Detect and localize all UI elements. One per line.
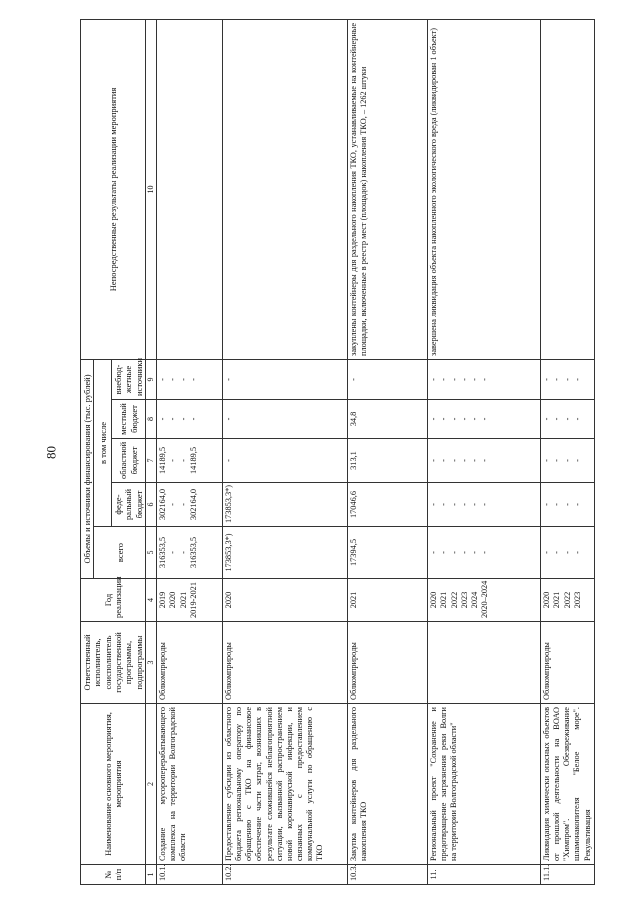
- year-cell-line: 2020: [542, 591, 552, 609]
- column-numbers-row: [146, 19, 157, 884]
- local-cell-line: -: [552, 417, 562, 421]
- year-cell: [223, 579, 348, 622]
- col-number: 2: [146, 704, 157, 865]
- extra-cell: [348, 359, 428, 399]
- federal-cell-line: -: [429, 503, 439, 506]
- federal-cell-line: -: [449, 503, 459, 506]
- extra-cell-line: -: [158, 378, 168, 381]
- extra-cell-line: -: [542, 378, 552, 381]
- header-year: Год реализации: [81, 579, 146, 622]
- total-cell-line: -: [168, 551, 178, 554]
- year-cell: [157, 579, 223, 622]
- header-name: Наименование основного мероприятия, мероприятия: [81, 704, 146, 865]
- result-cell: завершена ликвидация объекта накопленного экологического вреда (ликвидирован 1 объект): [428, 19, 541, 359]
- regional-cell-line: 14189,5: [158, 447, 168, 474]
- regional-cell-line: -: [572, 459, 582, 462]
- total-cell: [157, 527, 223, 579]
- total-cell: [348, 527, 428, 579]
- result-cell: [223, 19, 348, 359]
- extra-cell: [223, 359, 348, 399]
- year-cell: [348, 579, 428, 622]
- federal-cell: [157, 483, 223, 527]
- federal-cell-line: 17046,6: [349, 491, 359, 518]
- header-total: всего: [94, 527, 146, 579]
- federal-cell-line: 302164,0: [158, 488, 168, 521]
- col-number: 4: [146, 579, 157, 622]
- year-cell-line: 2021: [552, 591, 562, 609]
- regional-cell-line: 14189,5: [188, 447, 198, 474]
- year-cell-line: 2021: [178, 591, 188, 609]
- total-cell-line: 17394,5: [349, 539, 359, 566]
- page-number: 80: [43, 446, 59, 459]
- year-cell: [541, 579, 595, 622]
- regional-cell: [157, 439, 223, 483]
- regional-cell-line: 313,1: [349, 451, 359, 470]
- header-volumes: Объемы и источники финансирования (тыс. рублей): [81, 359, 94, 578]
- regional-cell-line: -: [449, 459, 459, 462]
- year-cell-line: 2021: [349, 591, 359, 609]
- year-cell-line: 2019-2021: [188, 582, 198, 618]
- federal-cell: [428, 483, 541, 527]
- extra-cell-line: -: [178, 378, 188, 381]
- extra-cell: [157, 359, 223, 399]
- extra-cell-line: -: [480, 378, 490, 381]
- total-cell-line: -: [552, 551, 562, 554]
- extra-cell-line: -: [439, 378, 449, 381]
- table-row: [223, 19, 348, 884]
- row-number: 10.3.: [348, 865, 428, 885]
- responsible-executor: Облкомприроды: [541, 622, 595, 704]
- local-cell-line: -: [469, 417, 479, 421]
- extra-cell-line: -: [429, 378, 439, 381]
- federal-cell-line: 302164,0: [188, 488, 198, 521]
- local-cell-line: 34,8: [349, 411, 359, 427]
- total-cell-line: -: [469, 551, 479, 554]
- responsible-executor: Облкомприроды: [223, 622, 348, 704]
- regional-cell-line: -: [552, 459, 562, 462]
- local-cell: [541, 400, 595, 439]
- local-cell-line: -: [572, 417, 582, 421]
- result-cell: [541, 19, 595, 359]
- col-number: 6: [146, 483, 157, 527]
- total-cell-line: -: [480, 551, 490, 554]
- total-cell-line: -: [439, 551, 449, 554]
- col-number: 1: [146, 865, 157, 885]
- regional-cell-line: -: [429, 459, 439, 462]
- measure-name: Предоставление субсидии из областного бюджета региональному оператору по обращению с ТКО на финансовое обеспечение части затрат, возникших в результате сложившейся неблагоприятной ситуации, вызванной распространением новой коронавирусной инфекции, и связанных с предоставлением коммунальной услуги по обращению с ТКО: [223, 704, 348, 865]
- header-result: Непосредственные результаты реализации мероприятия: [81, 19, 146, 359]
- local-cell-line: -: [542, 417, 552, 421]
- federal-cell-line: -: [552, 503, 562, 506]
- header-num: № п/п: [81, 865, 146, 885]
- responsible-executor: [428, 622, 541, 704]
- local-cell-line: -: [459, 417, 469, 421]
- table-row: [428, 19, 541, 884]
- result-cell: [157, 19, 223, 359]
- regional-cell: [428, 439, 541, 483]
- federal-cell-line: -: [480, 503, 490, 506]
- regional-cell-line: -: [459, 459, 469, 462]
- document-sheet: [80, 20, 592, 885]
- header-extra: внебюд-жетные источники: [112, 359, 146, 399]
- regional-cell: [541, 439, 595, 483]
- total-cell-line: -: [459, 551, 469, 554]
- federal-cell-line: -: [178, 503, 188, 506]
- extra-cell: [541, 359, 595, 399]
- table-row: [157, 19, 223, 884]
- col-number: 8: [146, 400, 157, 439]
- year-cell-line: 2020: [429, 591, 439, 609]
- header-row-1: [81, 19, 94, 884]
- year-cell-line: 2020: [224, 591, 234, 609]
- year-cell-line: 2020: [168, 591, 178, 609]
- total-cell-line: -: [178, 551, 188, 554]
- col-number: 3: [146, 622, 157, 704]
- regional-cell-line: -: [178, 459, 188, 462]
- federal-cell-line: -: [168, 503, 178, 506]
- local-cell: [348, 400, 428, 439]
- extra-cell-line: -: [449, 378, 459, 381]
- year-cell-line: 2023: [572, 591, 582, 609]
- col-number: 9: [146, 359, 157, 399]
- extra-cell-line: -: [224, 378, 234, 381]
- extra-cell-line: -: [552, 378, 562, 381]
- local-cell-line: -: [178, 417, 188, 421]
- col-number: 5: [146, 527, 157, 579]
- regional-cell: [348, 439, 428, 483]
- total-cell-line: -: [572, 551, 582, 554]
- total-cell-line: -: [542, 551, 552, 554]
- local-cell-line: -: [158, 417, 168, 421]
- total-cell-line: 316353,5: [188, 536, 198, 569]
- federal-cell: [348, 483, 428, 527]
- local-cell-line: -: [168, 417, 178, 421]
- regional-cell-line: -: [542, 459, 552, 462]
- header-including: в том числе: [94, 359, 112, 526]
- regional-cell-line: -: [562, 459, 572, 462]
- local-cell-line: -: [439, 417, 449, 421]
- year-cell-line: 2020–2024: [480, 580, 490, 618]
- responsible-executor: Облкомприроды: [348, 622, 428, 704]
- year-cell-line: 2024: [469, 591, 479, 609]
- federal-cell-line: -: [439, 503, 449, 506]
- table-row: [348, 19, 428, 884]
- year-cell: [428, 579, 541, 622]
- col-number: 10: [146, 19, 157, 359]
- extra-cell-line: -: [459, 378, 469, 381]
- extra-cell-line: -: [572, 378, 582, 381]
- total-cell: [223, 527, 348, 579]
- header-local: местный бюджет: [112, 400, 146, 439]
- year-cell-line: 2022: [449, 591, 459, 609]
- local-cell-line: -: [449, 417, 459, 421]
- row-number: 10.2.: [223, 865, 348, 885]
- measure-name: Региональный проект "Сохранение и предотвращение загрязнения реки Волги на территории Волгоградской области": [428, 704, 541, 865]
- col-number: 7: [146, 439, 157, 483]
- year-cell-line: 2019: [158, 591, 168, 609]
- federal-cell-line: -: [459, 503, 469, 506]
- row-number: 11.: [428, 865, 541, 885]
- rotated-landscape-page: [80, 20, 592, 885]
- local-cell-line: -: [429, 417, 439, 421]
- measure-name: Ликвидация химически опасных объектов от прошлой деятельности на ВОАО "Химпром". Обезвреживание шламонакопителя "Белое море". Рекультивация: [541, 704, 595, 865]
- local-cell-line: -: [562, 417, 572, 421]
- header-responsible: Ответственный исполнитель, соисполнитель государственной программы, подпрограммы: [81, 622, 146, 704]
- regional-cell-line: -: [168, 459, 178, 462]
- regional-cell-line: -: [469, 459, 479, 462]
- federal-cell-line: 173853,3*): [224, 484, 234, 523]
- total-cell: [541, 527, 595, 579]
- regional-cell-line: -: [439, 459, 449, 462]
- extra-cell-line: -: [188, 378, 198, 381]
- year-cell-line: 2023: [459, 591, 469, 609]
- table-row: [541, 19, 595, 884]
- federal-cell-line: -: [542, 503, 552, 506]
- federal-cell-line: -: [469, 503, 479, 506]
- header-regional: областной бюджет: [112, 439, 146, 483]
- local-cell: [223, 400, 348, 439]
- extra-cell-line: -: [349, 378, 359, 381]
- extra-cell-line: -: [562, 378, 572, 381]
- extra-cell-line: -: [469, 378, 479, 381]
- local-cell: [157, 400, 223, 439]
- total-cell-line: -: [449, 551, 459, 554]
- header-federal: феде-ральный бюджет: [112, 483, 146, 527]
- federal-cell: [541, 483, 595, 527]
- program-measures-table: [80, 19, 595, 885]
- extra-cell: [428, 359, 541, 399]
- local-cell-line: -: [188, 417, 198, 421]
- regional-cell-line: -: [224, 459, 234, 462]
- total-cell-line: 316353,5: [158, 536, 168, 569]
- responsible-executor: Облкомприроды: [157, 622, 223, 704]
- regional-cell-line: -: [480, 459, 490, 462]
- total-cell-line: 173853,3*): [224, 533, 234, 572]
- local-cell-line: -: [480, 417, 490, 421]
- local-cell: [428, 400, 541, 439]
- local-cell-line: -: [224, 417, 234, 421]
- federal-cell-line: -: [562, 503, 572, 506]
- year-cell-line: 2021: [439, 591, 449, 609]
- year-cell-line: 2022: [562, 591, 572, 609]
- total-cell-line: -: [562, 551, 572, 554]
- total-cell-line: -: [429, 551, 439, 554]
- federal-cell: [223, 483, 348, 527]
- extra-cell-line: -: [168, 378, 178, 381]
- regional-cell: [223, 439, 348, 483]
- table-body: [157, 19, 595, 884]
- total-cell: [428, 527, 541, 579]
- federal-cell-line: -: [572, 503, 582, 506]
- measure-name: Создание мусороперерабатывающего комплекса на территории Волгоградской области: [157, 704, 223, 865]
- row-number: 10.1.: [157, 865, 223, 885]
- row-number: 11.1.: [541, 865, 595, 885]
- measure-name: Закупка контейнеров для раздельного накопления ТКО: [348, 704, 428, 865]
- result-cell: закуплены контейнеры для раздельного накопления ТКО, устанавливаемые на контейнерные площадки, включенные в реестр мест (площадок) накопления ТКО, – 1262 штуки: [348, 19, 428, 359]
